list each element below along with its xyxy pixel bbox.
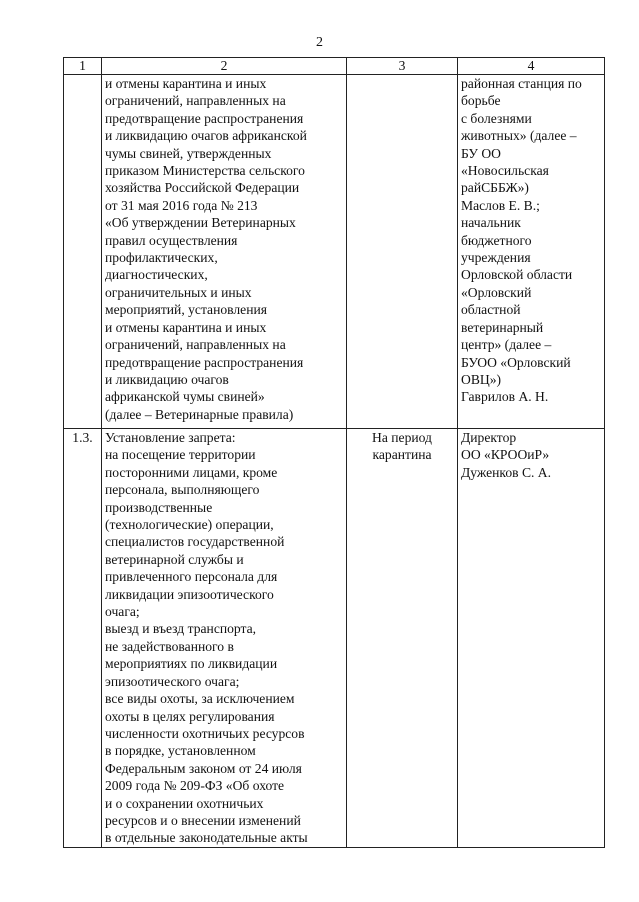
measure-cell-line: чумы свиней, утвержденных — [105, 145, 272, 161]
measure-cell-line: хозяйства Российской Федерации — [105, 180, 300, 196]
measure-cell-line: (технологические) операции, — [105, 517, 274, 533]
measure-cell-line: охоты в целях регулирования — [105, 708, 275, 724]
measure-cell-line: в отдельные законодательные акты — [105, 830, 308, 846]
measure-cell-line: ограничительных и иных — [105, 284, 252, 300]
measure-cell-line: приказом Министерства сельского — [105, 163, 305, 179]
measure-cell — [102, 75, 347, 429]
measure-cell-line: эпизоотического очага; — [105, 673, 240, 689]
measure-cell-line: и отмены карантина и иных — [105, 76, 267, 91]
measure-cell-line: на посещение территории — [105, 447, 256, 463]
measure-cell-line: профилактических, — [105, 250, 218, 266]
column-header: 3 — [347, 58, 458, 75]
responsible-cell-line: учреждения — [461, 250, 531, 266]
measure-cell-line: и отмены карантина и иных — [105, 319, 267, 335]
measure-cell-line: выезд и въезд транспорта, — [105, 621, 257, 637]
column-header: 2 — [102, 58, 347, 75]
item-number: 1.3. — [64, 429, 102, 848]
responsible-cell-line: Маслов Е. В.; — [461, 197, 540, 213]
responsible-cell-line: БУОО «Орловский — [461, 354, 571, 370]
measure-cell-line: посторонними лицами, кроме — [105, 464, 278, 480]
measure-cell-line: Федеральным законом от 24 июля — [105, 760, 302, 776]
measure-cell — [102, 429, 347, 848]
measure-cell-line: «Об утверждении Ветеринарных — [105, 215, 296, 231]
measure-cell-line: предотвращение распространения — [105, 110, 304, 126]
measure-cell-line: и ликвидацию очагов — [105, 371, 229, 387]
measure-cell-line: африканской чумы свиней» — [105, 389, 265, 405]
responsible-cell-line: борьбе — [461, 93, 501, 109]
period-cell-line: На период — [372, 430, 432, 445]
measure-cell-line: правил осуществления — [105, 232, 238, 248]
measures-table — [63, 57, 605, 848]
responsible-cell-line: «Новосильская — [461, 163, 549, 179]
measure-cell-line: все виды охоты, за исключением — [105, 691, 295, 707]
measure-cell-line: мероприятий, установления — [105, 302, 268, 318]
table-header-row — [64, 58, 605, 75]
measure-cell-line: предотвращение распространения — [105, 354, 304, 370]
responsible-cell — [458, 75, 605, 429]
measure-cell-line: диагностических, — [105, 267, 208, 283]
responsible-cell-line: «Орловский — [461, 284, 532, 300]
item-number — [64, 75, 102, 429]
responsible-cell-line: БУ ОО — [461, 145, 501, 161]
measure-cell-line: и ликвидацию очагов африканской — [105, 128, 307, 144]
measure-cell-line: в порядке, установленном — [105, 743, 256, 759]
measure-cell-line: очага; — [105, 604, 140, 620]
measure-cell-line: ликвидации эпизоотического — [105, 586, 274, 602]
column-header: 1 — [64, 58, 102, 75]
table-row — [64, 75, 605, 429]
measure-cell-line: ограничений, направленных на — [105, 337, 286, 353]
responsible-cell-line: Орловской области — [461, 267, 573, 283]
responsible-cell-line: райСББЖ») — [461, 180, 529, 196]
column-header: 4 — [458, 58, 605, 75]
page-number: 2 — [316, 35, 323, 50]
responsible-cell-line: ОО «КРООиР» — [461, 447, 550, 463]
responsible-cell-line: ветеринарный — [461, 319, 544, 335]
measure-cell-line: привлеченного персонала для — [105, 569, 278, 585]
responsible-cell — [458, 429, 605, 848]
table-row — [64, 429, 605, 848]
period-cell — [347, 75, 458, 429]
measure-cell-line: мероприятиях по ликвидации — [105, 656, 278, 672]
responsible-cell-line: Директор — [461, 430, 517, 445]
measure-cell-line: не задействованного в — [105, 638, 234, 654]
measure-cell-line: производственные — [105, 499, 213, 515]
responsible-cell-line: ОВЦ») — [461, 371, 502, 387]
measure-cell-line: ограничений, направленных на — [105, 93, 286, 109]
measure-cell-line: специалистов государственной — [105, 534, 285, 550]
responsible-cell-line: животных» (далее – — [461, 128, 577, 144]
responsible-cell-line: Дуженков С. А. — [461, 464, 552, 480]
measure-cell-line: персонала, выполняющего — [105, 482, 260, 498]
measure-cell-line: ветеринарной службы и — [105, 551, 244, 567]
responsible-cell-line: начальник — [461, 215, 521, 231]
measure-cell-line: 2009 года № 209-ФЗ «Об охоте — [105, 778, 285, 794]
period-cell-line: карантина — [372, 447, 432, 463]
responsible-cell-line: районная станция по — [461, 76, 582, 91]
responsible-cell-line: центр» (далее – — [461, 337, 552, 353]
measure-cell-line: и о сохранении охотничьих — [105, 795, 264, 811]
responsible-cell-line: с болезнями — [461, 110, 532, 126]
responsible-cell-line: областной — [461, 302, 521, 318]
measure-cell-line: Установление запрета: — [105, 430, 236, 445]
measure-cell-line: (далее – Ветеринарные правила) — [105, 406, 294, 422]
responsible-cell-line: Гаврилов А. Н. — [461, 389, 549, 405]
measure-cell-line: численности охотничьих ресурсов — [105, 725, 305, 741]
responsible-cell-line: бюджетного — [461, 232, 532, 248]
period-cell — [347, 429, 458, 848]
measure-cell-line: ресурсов и о внесении изменений — [105, 812, 301, 828]
measure-cell-line: от 31 мая 2016 года № 213 — [105, 197, 258, 213]
